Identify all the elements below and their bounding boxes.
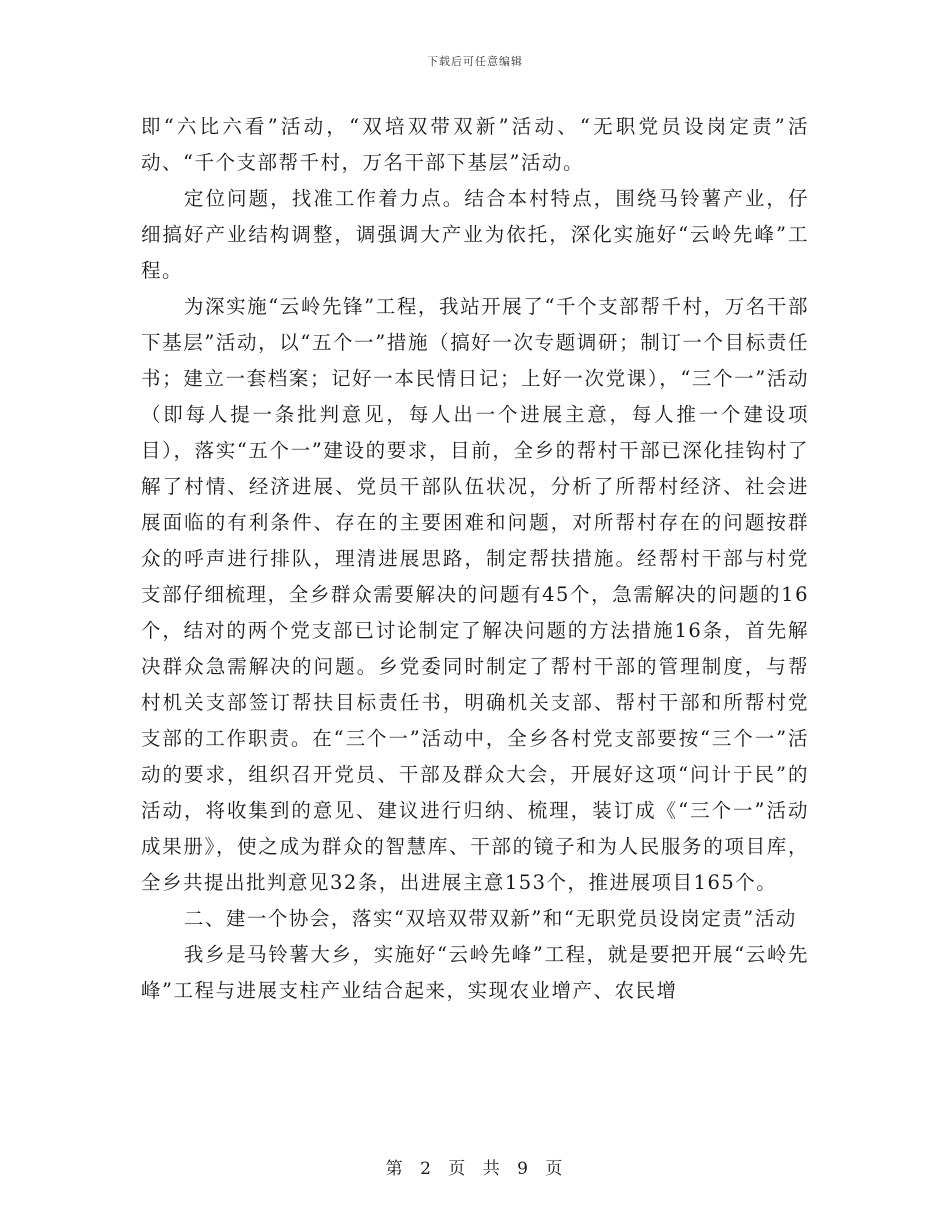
page-footer: [0, 1154, 950, 1179]
footer-prefix: 第: [385, 1159, 405, 1179]
document-body: [141, 109, 809, 1009]
paragraph-5: 我乡是马铃薯大乡，实施好“云岭先峰”工程，就是要把开展“云岭先峰”工程与进展支柱产业结合起来，实现农业增产、农民增: [141, 943, 809, 1002]
section-heading-2: 二、建一个协会，落实“双培双带双新”和“无职党员设岗定责”活动: [183, 907, 797, 930]
page-header-note: 下载后可任意编辑: [427, 55, 523, 68]
paragraph-2: 定位问题，找准工作着力点。结合本村特点，围绕马铃薯产业，仔细搞好产业结构调整，调强调大产业为依托，深化实施好“云岭先峰”工程。: [141, 187, 809, 282]
paragraph-1: 即“六比六看”活动，“双培双带双新”活动、“无职党员设岗定责”活动、“千个支部帮千村，万名干部下基层”活动。: [141, 115, 809, 174]
total-pages-number: 9: [517, 1159, 530, 1179]
footer-total-suffix: 页: [545, 1159, 565, 1179]
current-page-number: 2: [420, 1159, 433, 1179]
paragraph-3: 为深实施“云岭先锋”工程，我站开展了“千个支部帮千村，万名干部下基层”活动，以“五个一”措施（搞好一次专题调研；制订一个目标责任书；建立一套档案；记好一本民情日记；上好一次党课），“三个一”活动（即每人提一条批判意见，每人出一个进展主意，每人推一个建设项目），落实“五个一”建设的要求，目前，全乡的帮村干部已深化挂钩村了解了村情、经济进展、党员干部队伍状况，分析了所帮村经济、社会进展面临的有利条件、存在的主要困难和问题，对所帮村存在的问题按群众的呼声进行排队，理清进展思路，制定帮扶措施。经帮村干部与村党支部仔细梳理，全乡群众需要解决的问题有45个，急需解决的问题的16个，结对的两个党支部已讨论制定了解决问题的方法措施16条，首先解决群众急需解决的问题。乡党委同时制定了帮村干部的管理制度，与帮村机关支部签订帮扶目标责任书，明确机关支部、帮村干部和所帮村党支部的工作职责。在“三个一”活动中，全乡各村党支部要按“三个一”活动的要求，组织召开党员、干部及群众大会，开展好这项“问计于民”的活动，将收集到的意见、建议进行归纳、梳理，装订成《“三个一”活动成果册》，使之成为群众的智慧库、干部的镜子和为人民服务的项目库，全乡共提出批判意见32条，出进展主意153个，推进展项目165个。: [141, 295, 809, 894]
footer-page-label: 页: [448, 1159, 468, 1179]
footer-total-prefix: 共: [482, 1159, 502, 1179]
